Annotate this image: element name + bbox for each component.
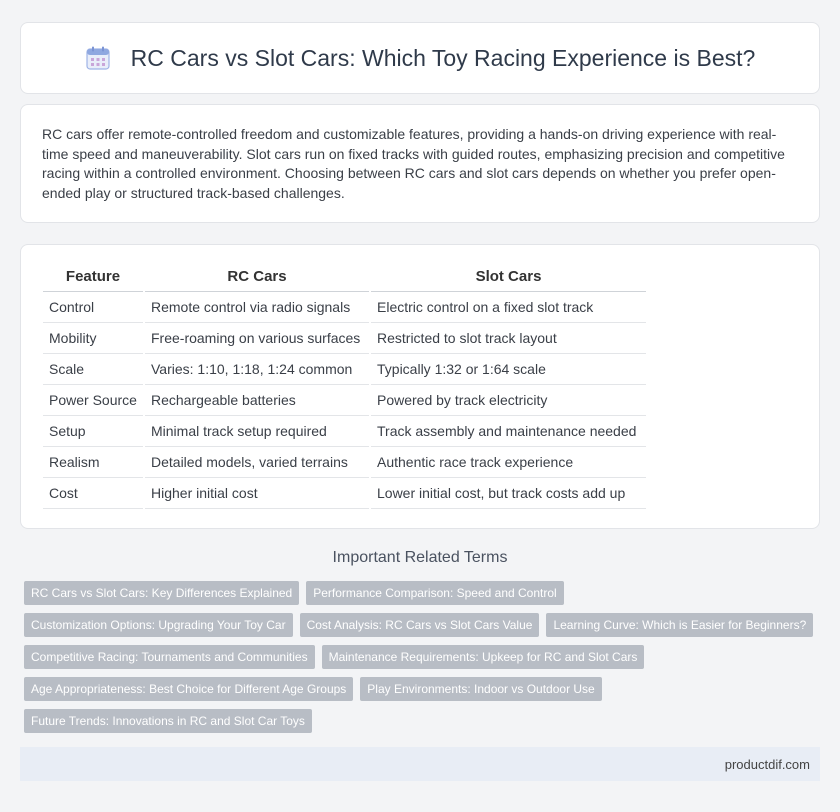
related-term-tag[interactable]: Learning Curve: Which is Easier for Beginners? [546, 613, 813, 637]
slot-cell: Typically 1:32 or 1:64 scale [370, 353, 647, 384]
related-term-tag[interactable]: Cost Analysis: RC Cars vs Slot Cars Value [300, 613, 540, 637]
header-feature: Feature [43, 263, 144, 291]
rc-cell: Detailed models, varied terrains [144, 446, 370, 477]
rc-cell: Free-roaming on various surfaces [144, 322, 370, 353]
slot-cell: Powered by track electricity [370, 384, 647, 415]
intro-paragraph: RC cars offer remote-controlled freedom and customizable features, providing a hands-on driving experience with real-time speed and maneuverability. Slot cars run on fixed tracks with guided routes, emphasizing precision and competitive racing within a controlled environment. Choosing between RC cars and slot cars depends on whether you prefer open-ended play or structured track-based challenges. [42, 126, 785, 201]
footer-bar [20, 747, 820, 781]
rc-cell: Minimal track setup required [144, 415, 370, 446]
slot-cell: Track assembly and maintenance needed [370, 415, 647, 446]
feature-cell: Cost [43, 477, 144, 508]
comparison-table-card [20, 244, 820, 529]
feature-cell: Setup [43, 415, 144, 446]
feature-cell: Mobility [43, 322, 144, 353]
feature-cell: Control [43, 291, 144, 322]
related-term-tag[interactable]: Maintenance Requirements: Upkeep for RC and Slot Cars [322, 645, 645, 669]
table-row [43, 291, 647, 322]
calendar-icon [85, 45, 111, 71]
feature-cell: Scale [43, 353, 144, 384]
related-terms-list [24, 581, 824, 741]
table-row [43, 322, 647, 353]
table-row [43, 415, 647, 446]
rc-cell: Remote control via radio signals [144, 291, 370, 322]
rc-cell: Rechargeable batteries [144, 384, 370, 415]
related-term-tag[interactable]: Play Environments: Indoor vs Outdoor Use [360, 677, 601, 701]
table-header-row [43, 263, 647, 291]
related-term-tag[interactable]: Performance Comparison: Speed and Control [306, 581, 563, 605]
header-slot-cars: Slot Cars [370, 263, 647, 291]
comparison-table [43, 263, 648, 509]
related-term-tag[interactable]: Age Appropriateness: Best Choice for Different Age Groups [24, 677, 353, 701]
rc-cell: Varies: 1:10, 1:18, 1:24 common [144, 353, 370, 384]
header-rc-cars: RC Cars [144, 263, 370, 291]
table-row [43, 446, 647, 477]
footer-site-name[interactable]: productdif.com [724, 756, 810, 772]
related-term-tag[interactable]: RC Cars vs Slot Cars: Key Differences Explained [24, 581, 299, 605]
header-card [20, 22, 820, 94]
slot-cell: Authentic race track experience [370, 446, 647, 477]
table-row [43, 384, 647, 415]
intro-card [20, 104, 820, 223]
page-title: RC Cars vs Slot Cars: Which Toy Racing Experience is Best? [130, 44, 756, 71]
related-term-tag[interactable]: Customization Options: Upgrading Your Toy Car [24, 613, 293, 637]
related-terms-title: Important Related Terms [332, 549, 508, 566]
rc-cell: Higher initial cost [144, 477, 370, 508]
related-term-tag[interactable]: Competitive Racing: Tournaments and Communities [24, 645, 315, 669]
feature-cell: Realism [43, 446, 144, 477]
slot-cell: Electric control on a fixed slot track [370, 291, 647, 322]
table-row [43, 353, 647, 384]
table-row [43, 477, 647, 508]
feature-cell: Power Source [43, 384, 144, 415]
related-term-tag[interactable]: Future Trends: Innovations in RC and Slot Car Toys [24, 709, 312, 733]
slot-cell: Restricted to slot track layout [370, 322, 647, 353]
slot-cell: Lower initial cost, but track costs add up [370, 477, 647, 508]
title-wrap [85, 45, 756, 72]
